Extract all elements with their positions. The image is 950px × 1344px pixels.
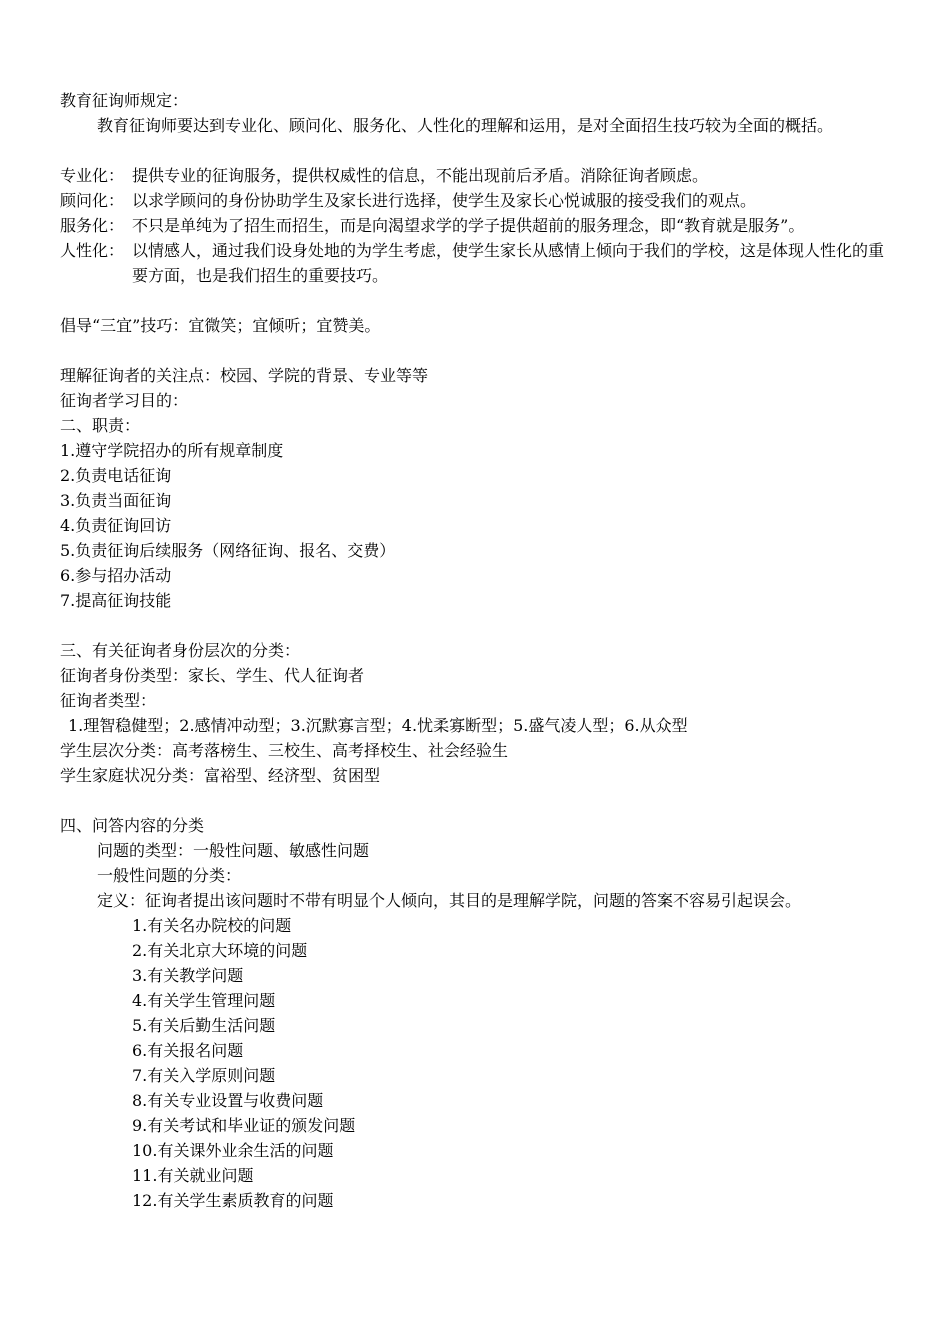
qa-heading: 四、问答内容的分类 <box>60 816 205 835</box>
types-line: 1.理智稳健型；2.感情冲动型；3.沉默寡言型；4.忧柔寡断型；5.盛气凌人型；6.从众型 <box>68 716 688 735</box>
duty-item: 5.负责征询后续服务（网络征询、报名、交费） <box>60 541 396 560</box>
qa-item: 1.有关名办院校的问题 <box>132 916 292 935</box>
qa-types-line: 问题的类型：一般性问题、敏感性问题 <box>97 841 370 860</box>
document-page <box>60 88 895 1213</box>
focus-line: 理解征询者的关注点：校园、学院的背景、专业等等 <box>60 366 429 385</box>
qa-general-label: 一般性问题的分类： <box>97 866 242 885</box>
definition-row <box>60 238 895 288</box>
qa-definition-text: 征询者提出该问题时不带有明显个人倾向，其目的是理解学院，问题的答案不容易引起误会。 <box>145 891 802 910</box>
purpose-line: 征询者学习目的： <box>60 391 189 410</box>
qa-definition-row <box>60 888 895 913</box>
duty-item: 4.负责征询回访 <box>60 516 172 535</box>
student-level-line: 学生层次分类：高考落榜生、三校生、高考择校生、社会经验生 <box>60 741 509 760</box>
spacer <box>60 338 895 363</box>
definition-text: 不只是单纯为了招生而招生，而是向渴望求学的学子提供超前的服务理念，即“教育就是服务”。 <box>132 216 805 235</box>
qa-item: 2.有关北京大环境的问题 <box>132 941 308 960</box>
definition-row <box>60 188 895 213</box>
advocacy-line: 倡导“三宜”技巧：宜微笑；宜倾听；宜赞美。 <box>60 316 381 335</box>
qa-item: 8.有关专业设置与收费问题 <box>132 1091 324 1110</box>
types-label: 征询者类型： <box>60 691 157 710</box>
identity-line: 征询者身份类型：家长、学生、代人征询者 <box>60 666 365 685</box>
duty-item: 1.遵守学院招办的所有规章制度 <box>60 441 284 460</box>
spacer <box>60 788 895 813</box>
qa-item: 5.有关后勤生活问题 <box>132 1016 276 1035</box>
duty-item: 3.负责当面征询 <box>60 491 172 510</box>
duty-item: 2.负责电话征询 <box>60 466 172 485</box>
definition-label: 人性化： <box>60 241 125 260</box>
definition-label: 专业化： <box>60 166 125 185</box>
definition-row <box>60 163 895 188</box>
definition-text: 以求学顾问的身份协助学生及家长进行选择，使学生及家长心悦诚服的接受我们的观点。 <box>132 191 757 210</box>
intro-title: 教育征询师规定： <box>60 91 189 110</box>
qa-item: 4.有关学生管理问题 <box>132 991 276 1010</box>
qa-item: 12.有关学生素质教育的问题 <box>132 1191 334 1210</box>
intro-paragraph: 教育征询师要达到专业化、顾问化、服务化、人性化的理解和运用，是对全面招生技巧较为全面的概括。 <box>97 116 834 135</box>
spacer <box>60 138 895 163</box>
definition-label: 服务化： <box>60 216 125 235</box>
definition-label: 顾问化： <box>60 191 125 210</box>
family-line: 学生家庭状况分类：富裕型、经济型、贫困型 <box>60 766 381 785</box>
qa-item: 9.有关考试和毕业证的颁发问题 <box>132 1116 356 1135</box>
duties-heading: 二、职责： <box>60 416 141 435</box>
classification-heading: 三、有关征询者身份层次的分类： <box>60 641 301 660</box>
spacer <box>60 288 895 313</box>
qa-definition-label: 定义： <box>97 891 146 910</box>
definition-text: 提供专业的征询服务，提供权威性的信息，不能出现前后矛盾。消除征询者顾虑。 <box>132 166 709 185</box>
duty-item: 7.提高征询技能 <box>60 591 172 610</box>
definition-text: 以情感人，通过我们设身处地的为学生考虑，使学生家长从感情上倾向于我们的学校，这是体现人性化的重要方面，也是我们招生的重要技巧。 <box>132 241 885 285</box>
definition-row <box>60 213 895 238</box>
spacer <box>60 613 895 638</box>
qa-item: 3.有关教学问题 <box>132 966 244 985</box>
qa-item: 10.有关课外业余生活的问题 <box>132 1141 334 1160</box>
qa-item: 6.有关报名问题 <box>132 1041 244 1060</box>
duty-item: 6.参与招办活动 <box>60 566 172 585</box>
qa-item: 11.有关就业问题 <box>132 1166 254 1185</box>
qa-item: 7.有关入学原则问题 <box>132 1066 276 1085</box>
